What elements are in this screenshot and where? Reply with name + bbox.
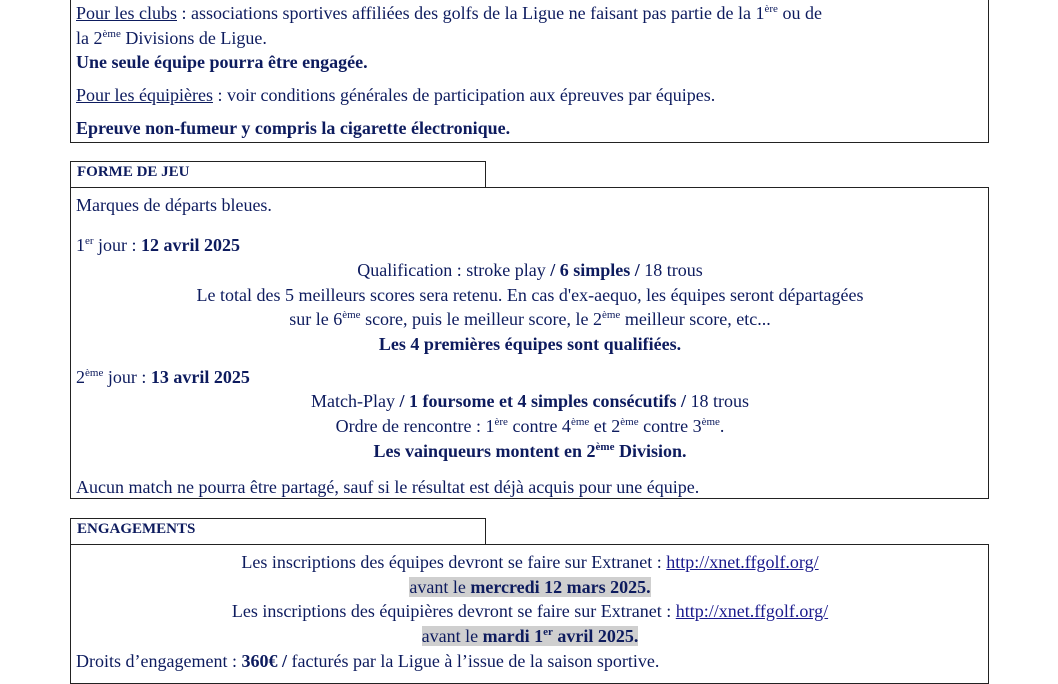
- matchplay-line: Match-Play / 1 foursome et 4 simples consécutifs / 18 trous: [311, 391, 749, 411]
- day2-date: 13 avril 2025: [150, 367, 250, 387]
- deadline-equipes: [72, 576, 988, 598]
- clubs-line-1: Pour les clubs : associations sportives affiliées des golfs de la Ligue ne faisant pas partie de la 1ère ou de: [76, 3, 822, 23]
- forme-de-jeu-header: FORME DE JEU: [70, 161, 486, 188]
- deadline-equipieres-highlight: avant le mardi 1er avril 2025.: [421, 626, 639, 646]
- non-smoker-rule: Epreuve non-fumeur y compris la cigarette électronique.: [76, 118, 511, 138]
- qualified-line: Les 4 premières équipes sont qualifiées.: [378, 334, 682, 354]
- deadline-equipieres: [72, 625, 988, 650]
- ordre-line: Ordre de rencontre : 1ère contre 4ème et 2ème contre 3ème.: [335, 416, 725, 436]
- vainqueurs-line: Les vainqueurs montent en 2ème Division.: [373, 441, 687, 461]
- extranet-link-equipieres[interactable]: http://xnet.ffgolf.org/: [675, 601, 829, 621]
- total-line: Le total des 5 meilleurs scores sera retenu. En cas d'ex-aequo, les équipes seront départagées: [196, 285, 864, 305]
- day2-line: 2ème jour : 13 avril 2025: [76, 367, 250, 387]
- day1-date: 12 avril 2025: [141, 235, 241, 255]
- clubs-label: Pour les clubs: [76, 3, 177, 23]
- clubs-line-2: la 2ème Divisions de Ligue.: [76, 28, 267, 48]
- aucun-match-line: Aucun match ne pourra être partagé, sauf si le résultat est déjà acquis pour une équipe.: [76, 477, 700, 497]
- engagements-header: ENGAGEMENTS: [70, 518, 486, 545]
- equipes-inscription-line: Les inscriptions des équipes devront se faire sur Extranet : http://xnet.ffgolf.org/: [241, 552, 819, 572]
- equipieres-label: Pour les équipières: [76, 85, 213, 105]
- qualification-line: Qualification : stroke play / 6 simples / 18 trous: [357, 260, 703, 280]
- marques-line: Marques de départs bleues.: [76, 195, 272, 215]
- tiebreak-line: sur le 6ème score, puis le meilleur score, le 2ème meilleur score, etc...: [289, 309, 771, 329]
- equipieres-line: Pour les équipières : voir conditions générales de participation aux épreuves par équipes.: [76, 85, 716, 105]
- equipieres-inscription-line: Les inscriptions des équipières devront se faire sur Extranet : http://xnet.ffgolf.org/: [231, 601, 829, 621]
- droits-line: Droits d’engagement : 360€ / facturés par la Ligue à l’issue de la saison sportive.: [76, 651, 660, 671]
- deadline-equipes-highlight: avant le mercredi 12 mars 2025.: [409, 577, 651, 597]
- day1-line: 1er jour : 12 avril 2025: [76, 235, 241, 255]
- extranet-link-equipes[interactable]: http://xnet.ffgolf.org/: [666, 552, 819, 572]
- single-team-rule: Une seule équipe pourra être engagée.: [76, 52, 368, 72]
